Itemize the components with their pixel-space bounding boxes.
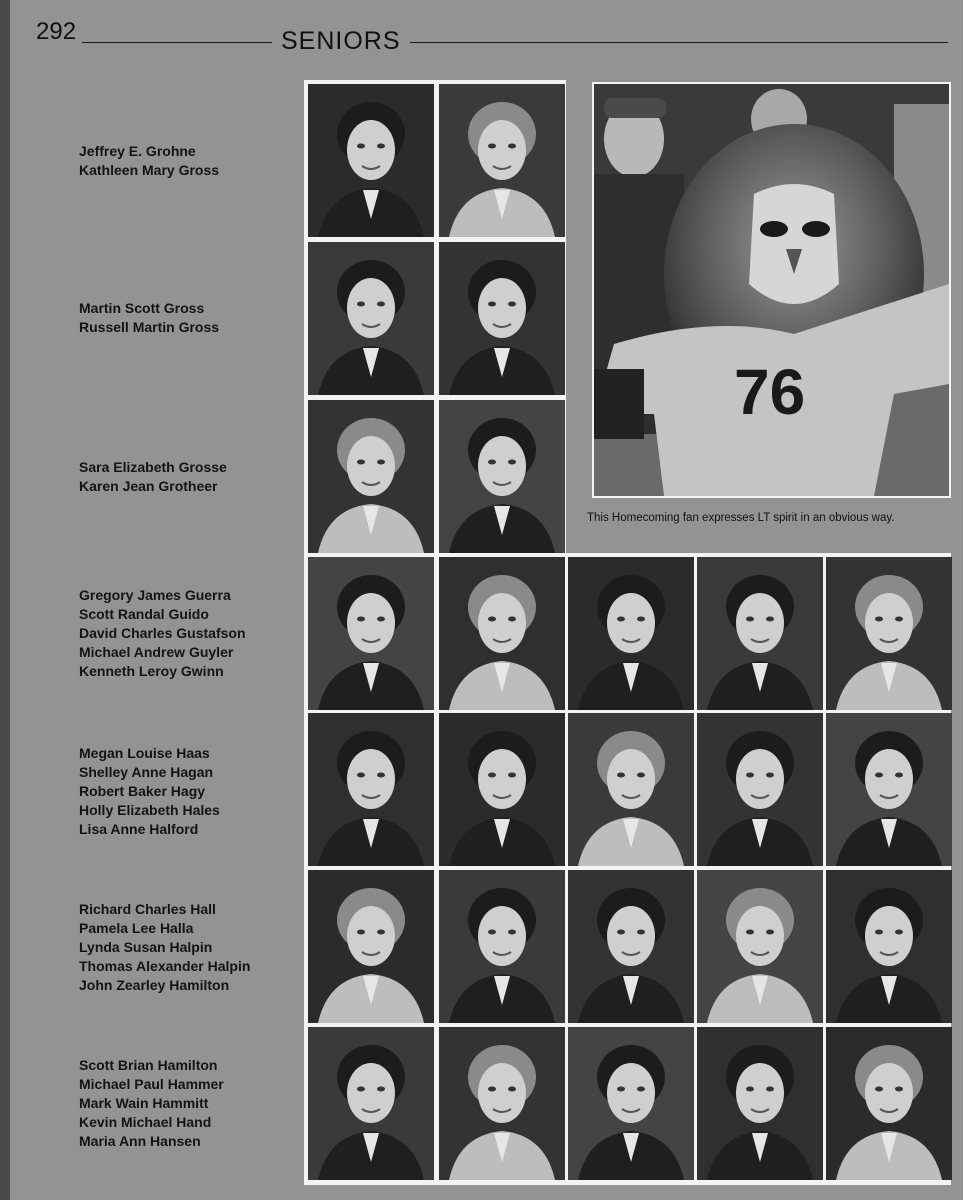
student-portrait xyxy=(308,557,434,710)
photo-caption: This Homecoming fan expresses LT spirit in an obvious way. xyxy=(587,512,895,524)
portrait-silhouette xyxy=(439,713,565,866)
student-portrait xyxy=(308,1027,434,1180)
page-spine xyxy=(0,0,10,1200)
name-list-group-6 xyxy=(79,900,250,995)
portrait-silhouette xyxy=(697,870,823,1023)
student-portrait xyxy=(308,713,434,866)
student-portrait xyxy=(826,713,952,866)
portrait-silhouette xyxy=(308,242,434,395)
portrait-silhouette xyxy=(308,713,434,866)
student-portrait xyxy=(568,870,694,1023)
header-rule-left xyxy=(82,42,272,43)
name-list-group-4 xyxy=(79,586,246,681)
header-rule-right xyxy=(410,42,948,43)
student-name: Mark Wain Hammitt xyxy=(79,1095,209,1111)
portrait-silhouette xyxy=(308,557,434,710)
portrait-silhouette xyxy=(568,1027,694,1180)
portrait-silhouette xyxy=(697,557,823,710)
student-portrait xyxy=(439,870,565,1023)
student-portrait xyxy=(826,1027,952,1180)
student-name: Shelley Anne Hagan xyxy=(79,764,214,780)
student-portrait xyxy=(568,713,694,866)
student-name: Karen Jean Grotheer xyxy=(79,478,218,494)
portrait-silhouette xyxy=(697,713,823,866)
student-portrait xyxy=(697,557,823,710)
portrait-silhouette xyxy=(826,1027,952,1180)
portrait-silhouette xyxy=(568,713,694,866)
student-portrait xyxy=(568,1027,694,1180)
portrait-silhouette xyxy=(308,400,434,553)
student-portrait xyxy=(697,870,823,1023)
student-name: Jeffrey E. Grohne xyxy=(79,143,196,159)
portrait-silhouette xyxy=(697,1027,823,1180)
student-portrait xyxy=(308,870,434,1023)
student-name: Pamela Lee Halla xyxy=(79,920,194,936)
student-portrait xyxy=(568,557,694,710)
student-name: Russell Martin Gross xyxy=(79,319,220,335)
student-name: Kevin Michael Hand xyxy=(79,1114,212,1130)
student-name: Kenneth Leroy Gwinn xyxy=(79,663,224,679)
student-portrait xyxy=(826,870,952,1023)
student-name: Sara Elizabeth Grosse xyxy=(79,459,227,475)
student-name: Thomas Alexander Halpin xyxy=(79,958,251,974)
student-portrait xyxy=(439,242,565,395)
portrait-silhouette xyxy=(308,870,434,1023)
student-portrait xyxy=(308,242,434,395)
student-name: Michael Paul Hammer xyxy=(79,1076,224,1092)
student-name: Lynda Susan Halpin xyxy=(79,939,213,955)
student-portrait xyxy=(439,713,565,866)
portrait-silhouette xyxy=(308,1027,434,1180)
portrait-silhouette xyxy=(439,400,565,553)
student-portrait xyxy=(439,557,565,710)
student-name: Holly Elizabeth Hales xyxy=(79,802,220,818)
student-name: Martin Scott Gross xyxy=(79,300,205,316)
student-portrait xyxy=(439,1027,565,1180)
student-portrait xyxy=(697,1027,823,1180)
portrait-silhouette xyxy=(826,557,952,710)
page-number: 292 xyxy=(36,18,77,45)
name-list-group-5 xyxy=(79,744,220,839)
student-name: John Zearley Hamilton xyxy=(79,977,230,993)
lion-mascot-image xyxy=(594,84,949,496)
student-name: Scott Randal Guido xyxy=(79,606,209,622)
portrait-silhouette xyxy=(308,84,434,237)
student-name: Lisa Anne Halford xyxy=(79,821,199,837)
portrait-silhouette xyxy=(568,870,694,1023)
student-name: Robert Baker Hagy xyxy=(79,783,206,799)
portrait-silhouette xyxy=(568,557,694,710)
student-portrait xyxy=(308,84,434,237)
portrait-silhouette xyxy=(439,1027,565,1180)
portrait-silhouette xyxy=(439,84,565,237)
student-portrait xyxy=(308,400,434,553)
student-portrait xyxy=(439,400,565,553)
portrait-silhouette xyxy=(439,242,565,395)
name-list-group-3 xyxy=(79,458,227,496)
page-title: SENIORS xyxy=(281,27,401,55)
student-name: Michael Andrew Guyler xyxy=(79,644,234,660)
student-name: Maria Ann Hansen xyxy=(79,1133,201,1149)
student-name: Megan Louise Haas xyxy=(79,745,210,761)
portrait-silhouette xyxy=(826,870,952,1023)
portrait-silhouette xyxy=(439,870,565,1023)
name-list-group-1 xyxy=(79,142,219,180)
portrait-silhouette xyxy=(439,557,565,710)
student-name: Richard Charles Hall xyxy=(79,901,216,917)
student-portrait xyxy=(439,84,565,237)
name-list-group-2 xyxy=(79,299,219,337)
student-name: Scott Brian Hamilton xyxy=(79,1057,218,1073)
homecoming-photo xyxy=(592,82,951,498)
student-name: Kathleen Mary Gross xyxy=(79,162,220,178)
name-list-group-7 xyxy=(79,1056,224,1151)
student-portrait xyxy=(826,557,952,710)
portrait-silhouette xyxy=(826,713,952,866)
student-name: David Charles Gustafson xyxy=(79,625,246,641)
svg-text:76: 76 xyxy=(734,356,806,428)
student-portrait xyxy=(697,713,823,866)
student-name: Gregory James Guerra xyxy=(79,587,231,603)
